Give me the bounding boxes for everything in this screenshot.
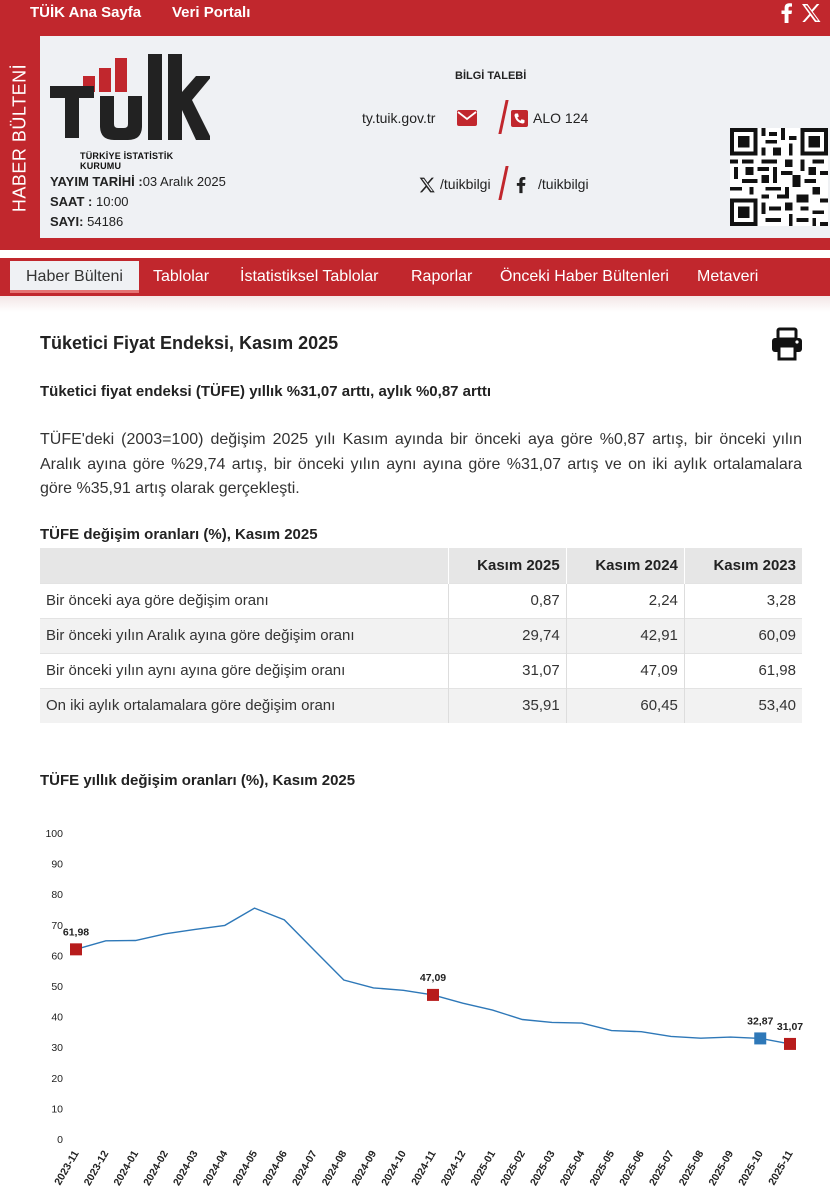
x-tick-label: 2024-09	[349, 1148, 380, 1188]
x-tick-label: 2024-10	[379, 1148, 409, 1188]
publish-time	[50, 194, 129, 209]
table-header-kasim-2023: Kasım 2023	[684, 548, 802, 583]
y-tick-label: 70	[51, 919, 63, 932]
data-point-marker	[784, 1038, 796, 1050]
data-portal-link[interactable]: Veri Portalı	[172, 4, 251, 21]
cell-value: 2,24	[566, 583, 684, 618]
bulletin-header	[0, 26, 830, 250]
row-label: Bir önceki yılın aynı ayına göre değişim oranı	[40, 653, 448, 688]
table-row	[40, 618, 802, 653]
print-icon[interactable]	[770, 327, 804, 361]
facebook-icon[interactable]	[778, 2, 794, 29]
x-tick-label: 2025-09	[706, 1148, 737, 1188]
table-header-empty	[40, 548, 448, 583]
publish-date	[50, 174, 226, 189]
subtitle: Tüketici fiyat endeksi (TÜFE) yıllık %31,07 arttı, aylık %0,87 arttı	[40, 383, 492, 400]
x-tick-label: 2024-01	[111, 1148, 142, 1188]
x-tick-label: 2024-11	[409, 1148, 439, 1188]
home-link[interactable]: TÜİK Ana Sayfa	[30, 4, 142, 21]
x-tick-label: 2025-10	[736, 1148, 766, 1188]
side-tab	[0, 26, 40, 250]
cell-value: 53,40	[684, 688, 802, 723]
cell-value: 31,07	[448, 653, 566, 688]
nav-shadow	[0, 296, 830, 312]
side-label: HABER BÜLTENİ	[9, 63, 30, 213]
phone-icon	[511, 110, 528, 132]
number-value: 54186	[87, 214, 124, 229]
x-tick-label: 2025-06	[617, 1148, 647, 1188]
annual-cpi-line-chart	[0, 810, 830, 1200]
cell-value: 60,45	[566, 688, 684, 723]
table-header-row	[40, 548, 802, 583]
cell-value: 42,91	[566, 618, 684, 653]
x-tick-label: 2024-06	[260, 1148, 290, 1188]
x-tick-label: 2025-03	[527, 1148, 558, 1188]
divider	[498, 166, 508, 200]
x-tick-label: 2025-02	[498, 1148, 528, 1188]
y-tick-label: 10	[51, 1103, 63, 1116]
y-tick-label: 40	[51, 1011, 63, 1024]
cell-value: 29,74	[448, 618, 566, 653]
row-label: On iki aylık ortalamalara göre değişim oranı	[40, 688, 448, 723]
top-bar	[0, 0, 830, 26]
y-tick-label: 30	[51, 1042, 63, 1055]
main-nav	[0, 258, 830, 296]
envelope-icon	[457, 110, 477, 131]
x-bird-icon	[418, 176, 436, 199]
data-point-marker	[70, 943, 82, 955]
data-label: 61,98	[62, 926, 90, 939]
cell-value: 3,28	[684, 583, 802, 618]
facebook-handle[interactable]: /tuikbilgi	[538, 176, 589, 192]
x-tick-label: 2023-11	[52, 1148, 82, 1188]
x-tick-label: 2025-05	[587, 1148, 618, 1188]
nav-haber-bulteni[interactable]: Haber Bülteni	[10, 261, 139, 293]
table-header-kasim-2024: Kasım 2024	[566, 548, 684, 583]
cpi-change-table	[40, 548, 802, 723]
table-row	[40, 583, 802, 618]
data-point-marker	[427, 989, 439, 1001]
row-label: Bir önceki aya göre değişim oranı	[40, 583, 448, 618]
cell-value: 61,98	[684, 653, 802, 688]
table-row	[40, 653, 802, 688]
logo-caption: TÜRKİYE İSTATİSTİK KURUMU	[80, 151, 174, 171]
cell-value: 47,09	[566, 653, 684, 688]
facebook-icon	[514, 174, 527, 201]
tuik-logo[interactable]	[50, 46, 210, 171]
x-tick-label: 2024-05	[230, 1148, 261, 1188]
info-request-title: BİLGİ TALEBİ	[455, 70, 527, 82]
y-tick-label: 0	[57, 1134, 63, 1146]
x-tick-label: 2024-07	[289, 1148, 320, 1188]
x-tick-label: 2024-08	[319, 1148, 350, 1188]
x-tick-label: 2024-04	[200, 1148, 231, 1188]
summary-paragraph: TÜFE'deki (2003=100) değişim 2025 yılı Kasım ayında bir önceki aya göre %0,87 artış, bir önceki yılın Aralık ayına göre %29,74 artış, bir önceki yılın aynı ayına göre %31,07 artış ve on iki aylık ortalamalara göre %35,91 artış olarak gerçekleşti.	[40, 431, 802, 497]
x-tick-label: 2024-03	[170, 1148, 201, 1188]
nav-metaveri[interactable]: Metaveri	[697, 268, 759, 285]
cell-value: 60,09	[684, 618, 802, 653]
phone-contact[interactable]: ALO 124	[533, 110, 589, 126]
data-label: 32,87	[747, 1015, 774, 1028]
x-tick-label: 2024-02	[141, 1148, 171, 1188]
cell-value: 35,91	[448, 688, 566, 723]
table-title: TÜFE değişim oranları (%), Kasım 2025	[40, 526, 318, 543]
x-tick-label: 2025-07	[646, 1148, 677, 1188]
nav-raporlar[interactable]: Raporlar	[411, 268, 473, 285]
y-tick-label: 100	[45, 828, 63, 840]
x-tick-label: 2023-12	[81, 1148, 112, 1188]
time-value: 10:00	[96, 194, 129, 209]
publish-date-value: 03 Aralık 2025	[142, 174, 226, 189]
y-tick-label: 60	[51, 950, 63, 963]
publish-date-label: YAYIM TARİHİ :	[50, 174, 143, 189]
header-panel	[40, 36, 830, 238]
x-tick-label: 2025-11	[766, 1148, 796, 1188]
y-tick-label: 90	[51, 858, 63, 871]
y-tick-label: 50	[51, 981, 63, 993]
nav-onceki-haber-bultenleri[interactable]: Önceki Haber Bültenleri	[500, 268, 669, 285]
number-label: SAYI:	[50, 214, 84, 229]
chart-title: TÜFE yıllık değişim oranları (%), Kasım 2025	[40, 772, 356, 789]
divider	[498, 100, 508, 134]
x-tick-label: 2025-01	[468, 1148, 499, 1188]
qr-code-icon[interactable]	[730, 128, 828, 226]
x-tick-label: 2025-08	[676, 1148, 707, 1188]
x-handle[interactable]: /tuikbilgi	[440, 176, 491, 192]
data-label: 47,09	[419, 971, 447, 984]
cell-value: 0,87	[448, 583, 566, 618]
email-contact[interactable]: ty.tuik.gov.tr	[362, 110, 436, 126]
x-tick-label: 2025-04	[557, 1148, 588, 1188]
time-label: SAAT :	[50, 194, 93, 209]
row-label: Bir önceki yılın Aralık ayına göre değişim oranı	[40, 618, 448, 653]
nav-istatistiksel-tablolar[interactable]: İstatistiksel Tablolar	[240, 268, 379, 285]
data-point-marker	[754, 1032, 766, 1044]
bulletin-number	[50, 214, 123, 229]
table-header-kasim-2025: Kasım 2025	[448, 548, 566, 583]
x-icon[interactable]	[800, 2, 822, 29]
page-title: Tüketici Fiyat Endeksi, Kasım 2025	[40, 333, 339, 353]
data-label: 31,07	[776, 1020, 804, 1033]
y-tick-label: 80	[51, 889, 63, 902]
table-row	[40, 688, 802, 723]
y-tick-label: 20	[51, 1072, 63, 1085]
x-tick-label: 2024-12	[438, 1148, 469, 1188]
nav-tablolar[interactable]: Tablolar	[153, 268, 210, 285]
